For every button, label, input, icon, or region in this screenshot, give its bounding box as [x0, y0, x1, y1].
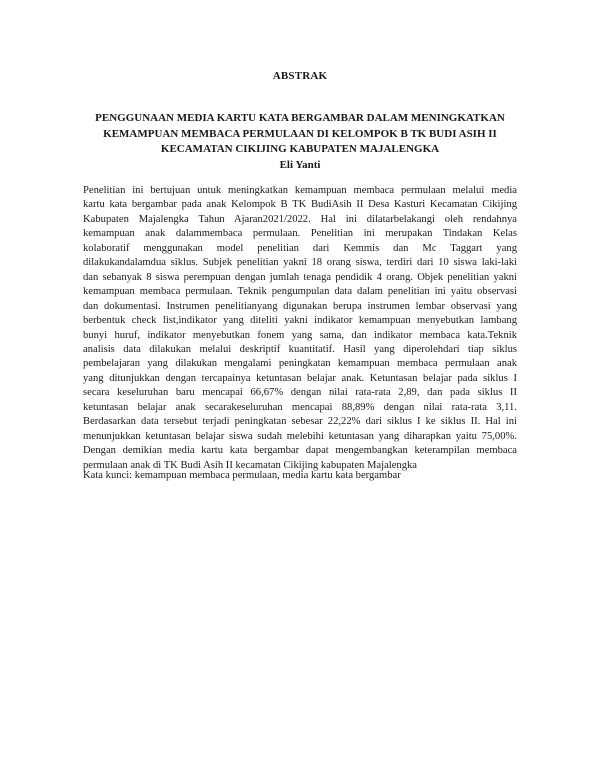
abstract-line: analisis data dilakukan melalui deskriptif kuantitatif. Hasil yang diperolehdari tiap siklus — [83, 343, 517, 355]
abstract-line: dan dokumentasi. Instrumen penelitianyang digunakan berupa instrumen lembar observasi yang — [83, 300, 517, 312]
abstract-line: berbentuk check list,indikator yang diteliti yakni indikator kemampuan menyebutkan lambang — [83, 315, 517, 327]
title-line: PENGGUNAAN MEDIA KARTU KATA BERGAMBAR DALAM MENINGKATKAN — [95, 112, 505, 124]
keywords: Kata kunci: kemampuan membaca permulaan, media kartu kata bergambar — [83, 470, 401, 481]
abstract-line: menunjukkan ketuntasan belajar siswa sudah melebihi ketuntasan yang diharapkan yaitu 75,00%. — [83, 430, 517, 442]
title-line: KECAMATAN CIKIJING KABUPATEN MAJALENGKA — [160, 143, 440, 155]
abstract-line: kemampuan membaca permulaan. Teknik pengumpulan data dalam penelitian ini yaitu observasi — [83, 286, 517, 298]
abstract-line: Dengan demikian media kartu kata bergambar dapat mengembangkan keterampilan membaca — [83, 445, 517, 457]
abstract-heading: ABSTRAK — [272, 70, 328, 82]
title-line: KEMAMPUAN MEMBACA PERMULAAN DI KELOMPOK B TK BUDI ASIH II — [103, 127, 497, 140]
abstract-line: Kabupaten Majalengka Tahun Ajaran2021/2022. Hal ini dilatarbelakangi oleh rendahnya — [83, 213, 517, 225]
abstract-line: permulaan anak di TK Budi Asih II kecamatan Cikijing kabupaten Majalengka — [83, 459, 418, 471]
abstract-line: bunyi huruf, indikator menyebutkan fonem yang sama, dan indikator membaca kata.Teknik — [83, 329, 517, 341]
abstract-line: ketuntasan belajar anak secarakeseluruhan mencapai 88,89% dengan nilai rata-rata 3,11. — [83, 401, 517, 413]
abstract-body — [83, 184, 517, 473]
abstract-line: pembelajaran yang dilakukan mengalami peningkatan kemampuan membaca permulaan anak — [83, 358, 517, 370]
title-block — [60, 111, 540, 173]
abstract-line: kartu kata bergambar pada anak Kelompok B TK BudiAsih II Desa Kasturi Kecamatan Cikijing — [83, 199, 517, 211]
abstract-line: kemampuan anak dalammembaca permulaan. Penelitian ini merupakan Tindakan Kelas — [83, 228, 517, 240]
abstract-line: yang ditunjukkan dengan tercapainya ketuntasan belajar anak. Ketuntasan belajar pada siklus I — [83, 372, 517, 384]
abstract-line: dan sebanyak 8 siswa perempuan dengan jumlah tenaga pendidik 4 orang. Objek penelitian yakni — [83, 271, 517, 283]
abstract-line: dilakukandalamdua siklus. Subjek penelitian yakni 18 orang siswa, terdiri dari 10 siswa laki-laki — [83, 257, 517, 269]
author-name: Eli Yanti — [279, 158, 321, 171]
abstract-line: Penelitian ini bertujuan untuk meningkatkan kemampuan membaca permulaan melalui media — [83, 185, 517, 196]
abstract-line: Berdasarkan data tersebut terjadi peningkatan sebesar 22,22% dari siklus I ke siklus II. Hal ini — [83, 416, 517, 428]
abstract-line: kolaboratif menggunakan model penelitian dari Kemmis dan Mc Taggart yang — [83, 242, 517, 254]
abstract-line: secara keseluruhan baru mencapai 66,67% dengan nilai rata-rata 2,89, dan pada siklus II — [83, 387, 517, 399]
